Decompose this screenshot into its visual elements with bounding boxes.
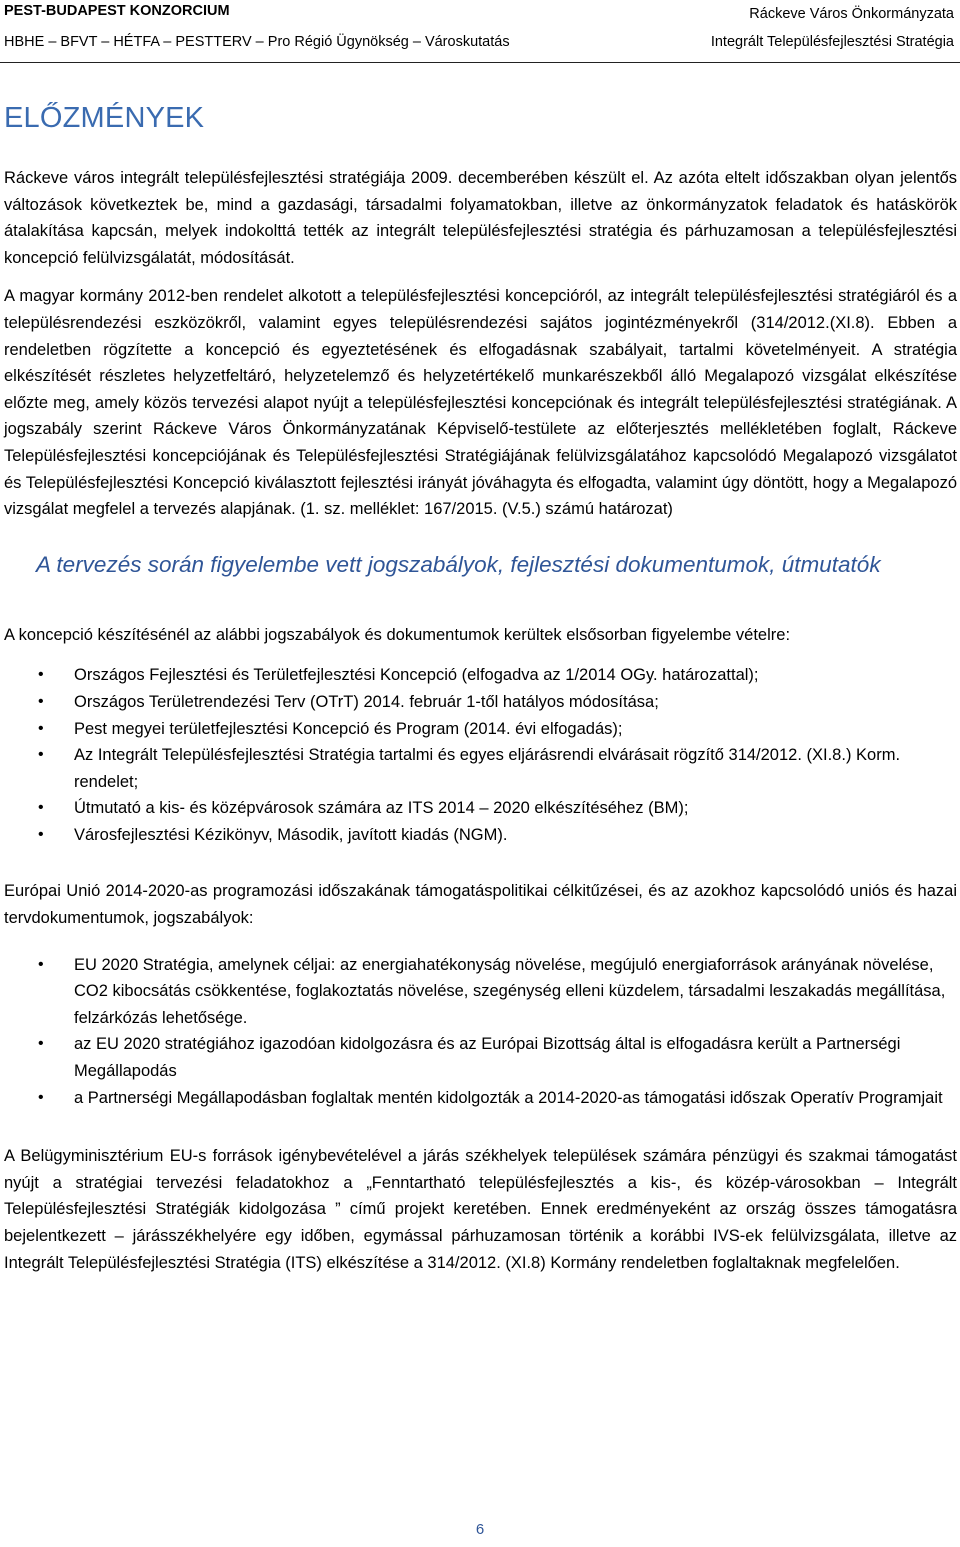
eu-documents-list [4, 952, 957, 1112]
list-item-text: Az Integrált Településfejlesztési Stratégia tartalmi és egyes eljárásrendi elvárásait rögzítő 314/2012. (XI.8.) Korm. rendelet; [74, 746, 901, 791]
page-number: 6 [475, 1521, 485, 1538]
list-item-text: EU 2020 Stratégia, amelynek céljai: az energiahatékonyság növelése, megújuló energiaforrások arányának növelése, CO2 kibocsátás csökkentése, foglakoztatás növelése, szegénység elleni küzdelem, társadalmi leszakadás megállítása, felzárkózás lehetősége. [74, 955, 946, 1027]
list-item-text: az EU 2020 stratégiához igazodóan kidolgozásra és az Európai Bizottság által is elfogadásra került a Partnerségi Megállapodás [74, 1035, 901, 1081]
list-item [4, 1031, 957, 1084]
list-item [4, 689, 957, 716]
page-header [0, 0, 960, 64]
header-divider [0, 62, 960, 63]
paragraph-regulation: A magyar kormány 2012-ben rendelet alkotott a településfejlesztési koncepcióról, az integrált településfejlesztési stratégiáról és a településrendezési eszközökről, valamint egyes településrendezési sajátos jogintézményekről (314/2012.(XI.8). Ebben a rendeletben rögzítette a koncepció és egyeztetésének és elfogadásnak szabályait, tartalmi követelményeit. A stratégia elkészítését részletes helyzetfeltáró, helyzetelemző és helyzetértékelő munkarészekből álló Megalapozó vizsgálat elkészítése előzte meg, amely közös tervezési alapot nyújt a településfejlesztési koncepciónak és integrált településfejlesztési stratégiának. A jogszabály szerint Ráckeve Város Önkormányzatának Képviselő-testülete az előterjesztés mellékletében foglalt, Ráckeve Településfejlesztési koncepciójának és Településfejlesztési Stratégiájának felülvizsgálatához kapcsolódó Megalapozó vizsgálatot és Településfejlesztési Koncepció kiválasztott fejlesztési irányát jóváhagyta és elfogadta, valamint úgy döntött, hogy a Megalapozó vizsgálat megfelel a tervezés alapjának. (1. sz. melléklet: 167/2015. (V.5.) számú határozat) [4, 287, 957, 519]
list-item [4, 795, 957, 822]
list-item [4, 952, 957, 1032]
list-item [4, 1085, 957, 1112]
bullet-icon: • [38, 799, 44, 817]
subsection-heading: A tervezés során figyelembe vett jogszabályok, fejlesztési dokumentumok, útmutatók [36, 551, 881, 577]
list-item [4, 662, 957, 689]
list-item-text: Országos Területrendezési Terv (OTrT) 2014. február 1-től hatályos módosítása; [74, 692, 659, 711]
bullet-icon: • [38, 825, 44, 843]
list-item [4, 822, 957, 849]
intro-eu-documents: Európai Unió 2014-2020-as programozási időszakának támogatáspolitikai célkitűzései, és az azokhoz kapcsolódó uniós és hazai tervdokumentumok, jogszabályok: [4, 882, 957, 928]
paragraph-ministry: A Belügyminisztérium EU-s források igénybevételével a járás székhelyek települések számára pénzügyi és szakmai támogatást nyújt a stratégiai tervezési feladatokhoz a „Fenntartható településfejlesztés a kis-, és közép-városokban – Integrált Településfejlesztési Stratégiák kidolgozása ” című projekt keretében. Ennek eredményeként az ország összes támogatásra bejelentkezett – járásszékhelyére egy időben, egymással párhuzamosan történik a korábbi IVS-ek felülvizsgálata, illetve az Integrált Településfejlesztési Stratégia (ITS) elkészítése a 314/2012. (XI.8) Kormány rendeletben foglaltaknak megfelelően. [4, 1147, 957, 1272]
consortium-name: PEST-BUDAPEST KONZORCIUM [4, 3, 230, 19]
paragraph-history: Ráckeve város integrált településfejlesztési stratégiája 2009. decemberében készült el. Az azóta eltelt időszakban olyan jelentős változások következtek be, mind a gazdasági, társadalmi folyamatokban, illetve az önkormányzatok feladatok és hatáskörök átalakítása kapcsán, melyek indokolttá tették az integrált településfejlesztési stratégia és párhuzamosan a településfejlesztési koncepció felülvizsgálatát, módosítását. [4, 169, 957, 267]
bullet-icon: • [38, 666, 44, 684]
page-body [4, 98, 957, 1276]
list-item-text: Pest megyei területfejlesztési Koncepció és Program (2014. évi elfogadás); [74, 719, 623, 738]
document-title: Integrált Településfejlesztési Stratégia [710, 34, 954, 50]
consortium-partners: HBHE – BFVT – HÉTFA – PESTTERV – Pro Régió Ügynökség – Városkutatás [4, 34, 510, 50]
section-title: ELŐZMÉNYEK [4, 102, 205, 134]
intro-legislation: A koncepció készítésénél az alábbi jogszabályok és dokumentumok kerültek elsősorban figyelembe vételre: [4, 625, 791, 644]
list-item [4, 742, 957, 795]
bullet-icon: • [38, 692, 44, 710]
bullet-icon: • [38, 719, 44, 737]
bullet-icon: • [38, 1088, 44, 1106]
bullet-icon: • [38, 955, 44, 973]
bullet-icon: • [38, 746, 44, 764]
bullet-icon: • [38, 1035, 44, 1053]
legislation-list [4, 662, 957, 848]
municipality-name: Ráckeve Város Önkormányzata [749, 6, 954, 22]
list-item-text: Városfejlesztési Kézikönyv, Második, javított kiadás (NGM). [74, 825, 508, 844]
list-item-text: a Partnerségi Megállapodásban foglaltak mentén kidolgozták a 2014-2020-as támogatási időszak Operatív Programjait [74, 1088, 943, 1107]
list-item [4, 716, 957, 743]
list-item-text: Útmutató a kis- és középvárosok számára az ITS 2014 – 2020 elkészítéséhez (BM); [74, 799, 689, 818]
list-item-text: Országos Fejlesztési és Területfejlesztési Koncepció (elfogadva az 1/2014 OGy. határozattal); [74, 666, 759, 685]
